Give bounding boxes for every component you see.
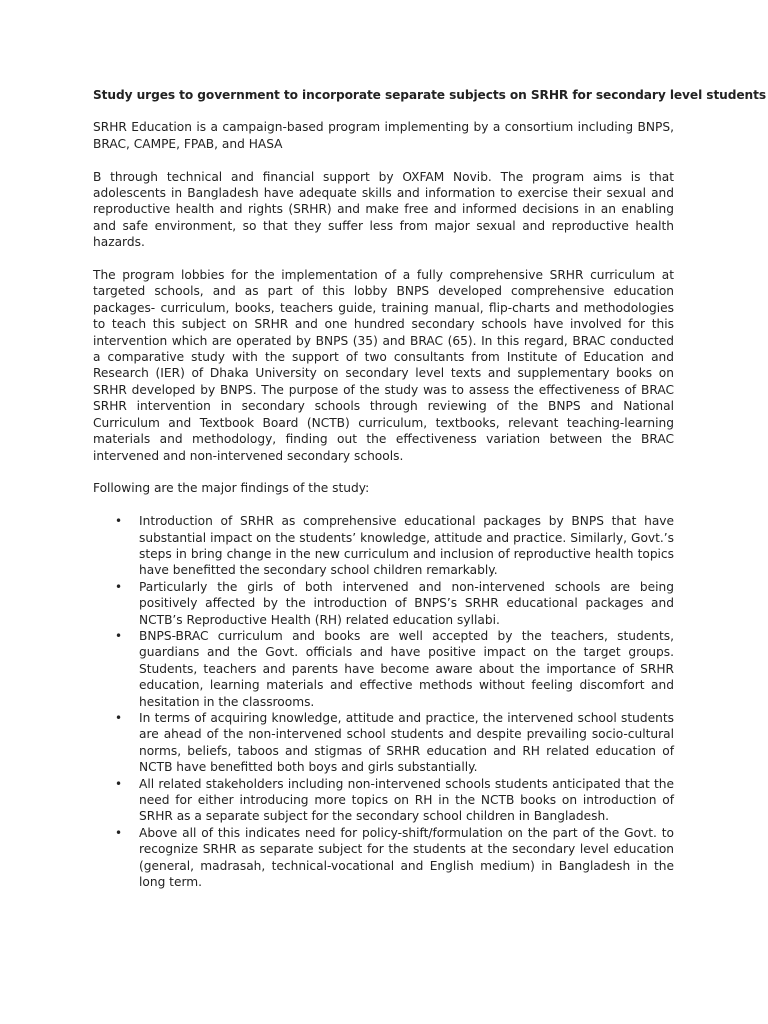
bullet-icon: •: [115, 710, 123, 725]
finding-text: BNPS-BRAC curriculum and books are well accepted by the teachers, students, guardians and the Govt. officials and have positive impact on the target groups. Students, teachers and parents have become aware about the importance of SRHR education, learning materials and effective methods without feeling discomfort and hesitation in the classrooms.: [139, 628, 674, 709]
list-item: [93, 628, 674, 710]
bullet-icon: •: [115, 825, 123, 840]
bullet-icon: •: [115, 776, 123, 791]
findings-list: [93, 513, 674, 890]
finding-text: Introduction of SRHR as comprehensive educational packages by BNPS that have substantial impact on the students’ knowledge, attitude and practice. Similarly, Govt.’s steps in bring change in the new curriculum and inclusion of reproductive health topics have benefitted the secondary school children remarkably.: [139, 514, 674, 578]
bullet-icon: •: [115, 514, 123, 529]
bullet-icon: •: [115, 579, 123, 594]
bullet-icon: •: [115, 628, 123, 643]
list-item: [93, 825, 674, 891]
paragraph-findings-intro: Following are the major findings of the study:: [93, 481, 370, 496]
paragraph-study-description: The program lobbies for the implementation of a fully comprehensive SRHR curriculum at targeted schools, and as part of this lobby BNPS developed comprehensive education packages- curriculum, books, teachers guide, training manual, flip-charts and methodologies to teach this subject on SRHR and one hundred secondary schools have involved for this intervention which are operated by BNPS (35) and BRAC (65). In this regard, BRAC conducted a comparative study with the support of two consultants from Institute of Education and Research (IER) of Dhaka University on secondary level texts and supplementary books on SRHR developed by BNPS. The purpose of the study was to assess the effectiveness of BRAC SRHR intervention in secondary schools through reviewing of the BNPS and National Curriculum and Textbook Board (NCTB) curriculum, textbooks, relevant teaching-learning materials and methodology, finding out the effectiveness variation between the BRAC intervened and non-intervened secondary schools.: [93, 268, 674, 463]
paragraph-program-aims: B through technical and financial support by OXFAM Novib. The program aims is that adolescents in Bangladesh have adequate skills and information to exercise their sexual and reproductive health and rights (SRHR) and make free and informed decisions in an enabling and safe environment, so that they suffer less from major sexual and reproductive health hazards.: [93, 169, 674, 250]
document-page: [93, 87, 766, 890]
finding-text: All related stakeholders including non-intervened schools students anticipated that the need for either introducing more topics on RH in the NCTB books on introduction of SRHR as a separate subject for the secondary school children in Bangladesh.: [139, 776, 674, 824]
finding-text: Above all of this indicates need for policy-shift/formulation on the part of the Govt. to recognize SRHR as separate subject for the students at the secondary level education (general, madrasah, technical-vocational and English medium) in Bangladesh in the long term.: [139, 825, 674, 890]
paragraph-consortium: SRHR Education is a campaign-based program implementing by a consortium including BNPS, BRAC, CAMPE, FPAB, and HASA: [93, 120, 674, 151]
list-item: [93, 513, 674, 579]
document-title: Study urges to government to incorporate separate subjects on SRHR for secondary level students: [93, 88, 766, 102]
list-item: [93, 579, 674, 628]
list-item: [93, 710, 674, 776]
finding-text: Particularly the girls of both intervened and non-intervened schools are being positively affected by the introduction of BNPS’s SRHR educational packages and NCTB’s Reproductive Health (RH) related education syllabi.: [139, 579, 674, 627]
list-item: [93, 776, 674, 825]
finding-text: In terms of acquiring knowledge, attitude and practice, the intervened school students are ahead of the non-intervened school students and despite prevailing socio-cultural norms, beliefs, taboos and stigmas of SRHR education and RH related education of NCTB have benefitted both boys and girls substantially.: [139, 710, 674, 775]
